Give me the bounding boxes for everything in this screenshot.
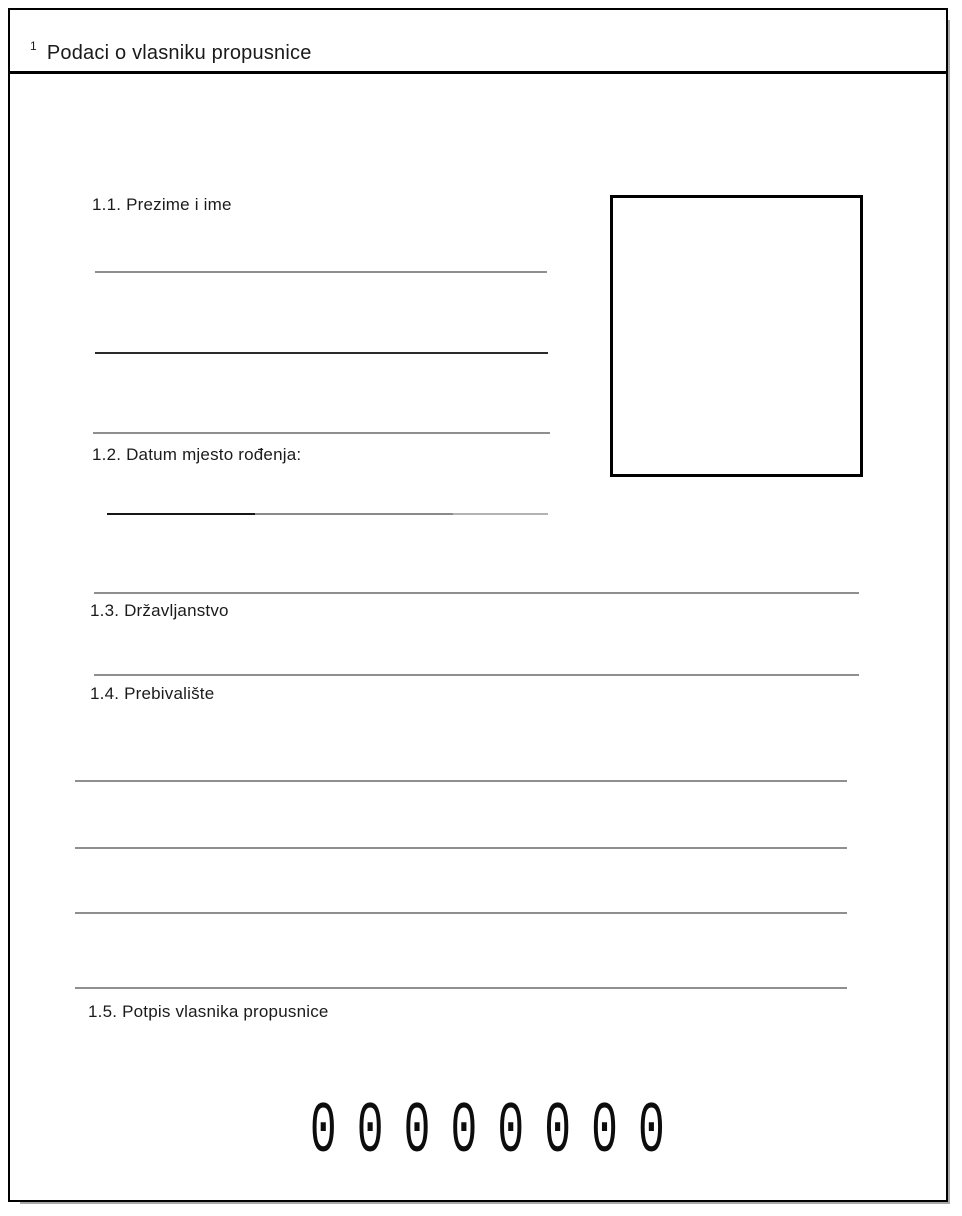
fill-line-birth-seg-dark — [107, 513, 255, 515]
field-label-surname-name: 1.1. Prezime i ime — [92, 195, 232, 214]
section-title: Podaci o vlasniku propusnice — [46, 42, 312, 64]
serial-number-row — [0, 1091, 962, 1173]
fill-line-surname-2 — [95, 352, 548, 354]
fill-line-surname-3 — [93, 432, 550, 434]
fill-line-birth-seg-light — [453, 513, 548, 515]
field-label-birth-date-place: 1.2. Datum mjesto rođenja: — [92, 445, 302, 464]
fill-line-residence-1 — [75, 780, 847, 782]
serial-number: 00000000 — [309, 1091, 685, 1173]
rule-above-residence — [94, 674, 859, 676]
section-header-box — [10, 10, 946, 74]
field-label-signature: 1.5. Potpis vlasnika propusnice — [88, 1002, 329, 1021]
section-header — [30, 39, 312, 65]
field-label-residence: 1.4. Prebivalište — [90, 684, 215, 703]
fill-line-birth-seg-gray — [255, 513, 453, 515]
fill-line-residence-3 — [75, 912, 847, 914]
photo-placeholder-box — [610, 195, 863, 477]
fill-line-residence-4 — [75, 987, 847, 989]
fill-line-residence-2 — [75, 847, 847, 849]
fill-line-birth — [107, 513, 548, 515]
field-label-citizenship: 1.3. Državljanstvo — [90, 601, 229, 620]
footnote-marker: 1 — [30, 39, 37, 53]
fill-line-surname-1 — [95, 271, 547, 273]
rule-above-citizenship — [94, 592, 859, 594]
